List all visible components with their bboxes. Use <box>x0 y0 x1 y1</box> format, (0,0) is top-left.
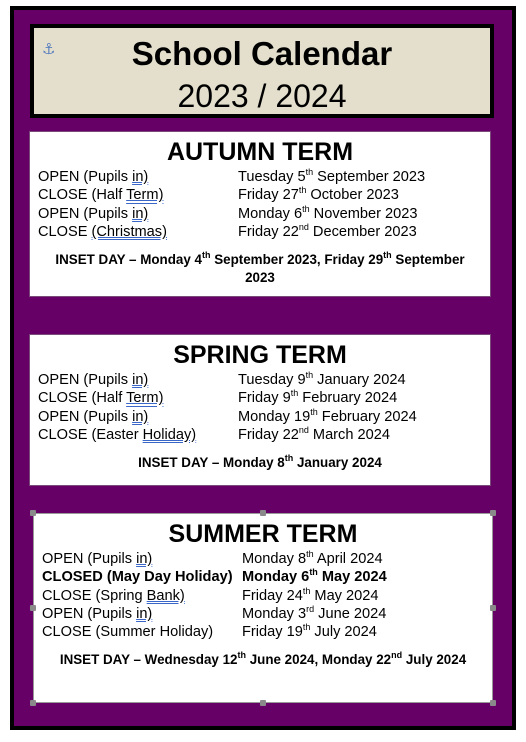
event-date: Tuesday 5th September 2023 <box>238 167 426 185</box>
event-label: CLOSE (Summer Holiday) <box>42 624 214 641</box>
term-date-row <box>34 605 492 623</box>
term-title: AUTUMN TERM <box>166 138 354 166</box>
term-date-row <box>34 623 492 641</box>
term-date-row <box>34 568 492 586</box>
academic-year: 2023 / 2024 <box>177 78 347 114</box>
event-label: OPEN (Pupils in) <box>38 408 149 425</box>
autumn-term-box <box>29 131 491 297</box>
term-date-row <box>30 389 490 407</box>
resize-handle[interactable] <box>30 605 36 611</box>
event-label: OPEN (Pupils in) <box>42 551 153 567</box>
spring-term-box <box>29 334 491 486</box>
term-title: SPRING TERM <box>173 341 347 369</box>
event-date: Monday 3rd June 2024 <box>242 603 387 622</box>
event-label: CLOSE (Half Term) <box>38 390 164 407</box>
term-date-row <box>34 587 492 605</box>
resize-handle[interactable] <box>490 510 496 516</box>
term-date-row <box>30 186 490 204</box>
event-date: Monday 8th April 2024 <box>242 549 383 567</box>
event-date: Friday 9th February 2024 <box>238 388 398 407</box>
event-label: CLOSED (May Day Holiday) <box>42 569 233 586</box>
resize-handle[interactable] <box>490 700 496 706</box>
term-date-row <box>30 205 490 223</box>
event-label: CLOSE (Half Term) <box>38 187 164 204</box>
page-title: School Calendar <box>131 35 393 72</box>
term-date-row <box>34 550 492 568</box>
event-label: OPEN (Pupils in) <box>38 169 149 185</box>
resize-handle[interactable] <box>30 510 36 516</box>
event-label: CLOSE (Easter Holiday) <box>38 426 197 443</box>
resize-handle[interactable] <box>490 605 496 611</box>
term-title: SUMMER TERM <box>168 520 358 548</box>
event-date: Friday 22nd December 2023 <box>238 221 417 240</box>
term-date-row <box>30 408 490 426</box>
event-date: Friday 27th October 2023 <box>238 185 399 204</box>
event-date: Monday 6th May 2024 <box>242 567 387 586</box>
resize-handle[interactable] <box>30 700 36 706</box>
event-date: Monday 6th November 2023 <box>238 203 418 222</box>
term-date-row <box>30 426 490 444</box>
event-date: Friday 22nd March 2024 <box>238 424 390 443</box>
inset-day-note: INSET DAY – Monday 4th September 2023, Friday 29th September 2023 <box>55 250 465 286</box>
event-label: CLOSE (Spring Bank) <box>42 587 185 604</box>
event-date: Friday 19th July 2024 <box>242 622 377 641</box>
event-date: Friday 24th May 2024 <box>242 585 379 604</box>
calendar-header <box>30 24 494 118</box>
resize-handle[interactable] <box>260 510 266 516</box>
event-label: OPEN (Pupils in) <box>42 605 153 622</box>
summer-term-box[interactable] <box>33 513 493 703</box>
event-label: CLOSE (Christmas) <box>38 223 167 240</box>
inset-day-note: INSET DAY – Monday 8th January 2024 <box>138 453 382 471</box>
event-date: Tuesday 9th January 2024 <box>238 370 406 388</box>
event-label: OPEN (Pupils in) <box>38 372 149 388</box>
inset-day-note: INSET DAY – Wednesday 12th June 2024, Monday 22nd July 2024 <box>59 650 467 668</box>
event-label: OPEN (Pupils in) <box>38 205 149 222</box>
term-date-row <box>30 223 490 241</box>
anchor-icon: ⚓ <box>42 40 56 58</box>
term-date-row <box>30 168 490 186</box>
term-date-row <box>30 371 490 389</box>
event-date: Monday 19th February 2024 <box>238 406 417 425</box>
resize-handle[interactable] <box>260 700 266 706</box>
